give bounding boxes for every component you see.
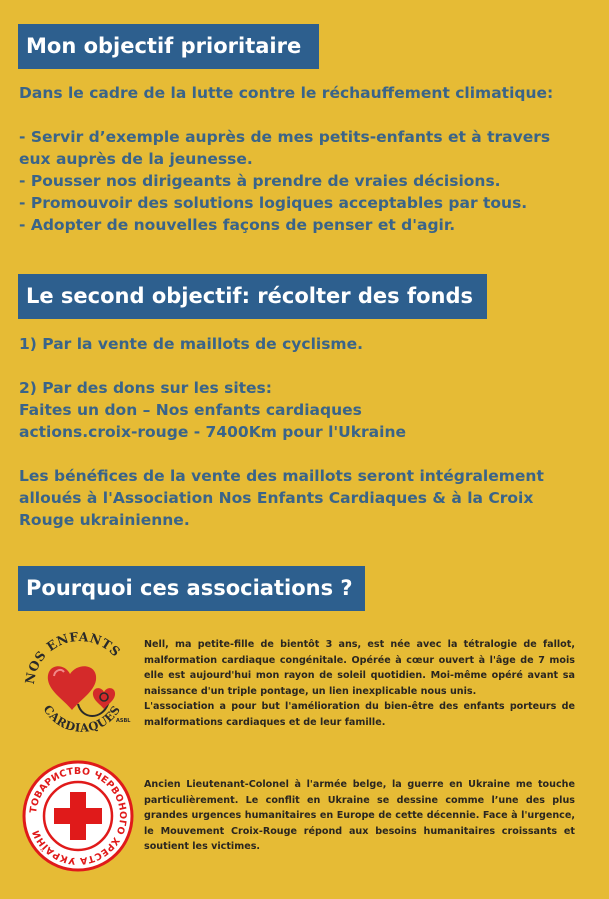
nec-description (144, 637, 575, 730)
fonds-line-dons: 2) Par des dons sur les sites: (19, 379, 272, 397)
objectif-item: - Pousser nos dirigeants à prendre de vraies décisions. (19, 172, 501, 190)
objectif-intro: Dans le cadre de la lutte contre le réchauffement climatique: (19, 84, 554, 102)
heart-stethoscope-icon (20, 624, 138, 742)
section-title-pourquoi: Pourquoi ces associations ? (18, 566, 365, 611)
objectif-item: - Servir d’exemple auprès de mes petits-enfants et à travers eux auprès de la jeunesse. (19, 128, 551, 168)
section-title-objectif-prioritaire: Mon objectif prioritaire (18, 24, 319, 69)
section-title-second-objectif: Le second objectif: récolter des fonds (18, 274, 487, 319)
nec-logo-text-bottom: CARDIAQUES (40, 702, 124, 735)
objectif-prioritaire-text (19, 82, 559, 236)
croix-rouge-ukraine-logo (20, 758, 136, 874)
nec-logo-text-top: NOS ENFANTS (21, 628, 124, 686)
rc-logo-ring-text: ТОВАРИСТВО ЧЕРВОНОГО ХРЕСТА УКРАЇНИ (28, 765, 129, 867)
benefits-paragraph: Les bénéfices de la vente des maillots seront intégralement alloués à l'Association Nos Enfants Cardiaques & à la Croix Rouge ukrainienne. (19, 467, 544, 529)
link-croix-rouge[interactable]: actions.croix-rouge - 7400Km pour l'Ukraine (19, 423, 406, 441)
objectif-item: - Adopter de nouvelles façons de penser et d'agir. (19, 216, 456, 234)
rc-description (144, 777, 575, 855)
rc-paragraph: Ancien Lieutenant-Colonel à l'armée belge, la guerre en Ukraine me touche particulièrement. Le conflit en Ukraine se dessine comme l’une des plus grandes urgences humanitaires en Europe de cette décennie. Face à l'urgence, le Mouvement Croix-Rouge répond aux besoins humanitaires croissants et soutient les victimes. (144, 779, 575, 852)
objectif-item: - Promouvoir des solutions logiques acceptables par tous. (19, 194, 528, 212)
nec-paragraph-2: L'association a pour but l'amélioration du bien-être des enfants porteurs de malformations cardiaques et de leur famille. (144, 701, 575, 728)
second-objectif-text (19, 333, 585, 531)
fonds-line-maillots: 1) Par la vente de maillots de cyclisme. (19, 335, 363, 353)
red-cross-icon (20, 758, 136, 874)
nos-enfants-cardiaques-logo (20, 624, 138, 742)
nec-paragraph: Nell, ma petite-fille de bientôt 3 ans, est née avec la tétralogie de fallot, malformation cardiaque congénitale. Opérée à cœur ouvert à l'âge de 7 mois elle est aujourd'hui mon rayon de soleil quotidien. Moi-même opéré avant sa naissance d'un triple pontage, un lien inexplicable nous unis. (144, 639, 575, 697)
link-nos-enfants-cardiaques[interactable]: Faites un don – Nos enfants cardiaques (19, 401, 362, 419)
nec-logo-asbl: ASBL (116, 718, 131, 724)
svg-text:CARDIAQUES (41, 702, 124, 735)
